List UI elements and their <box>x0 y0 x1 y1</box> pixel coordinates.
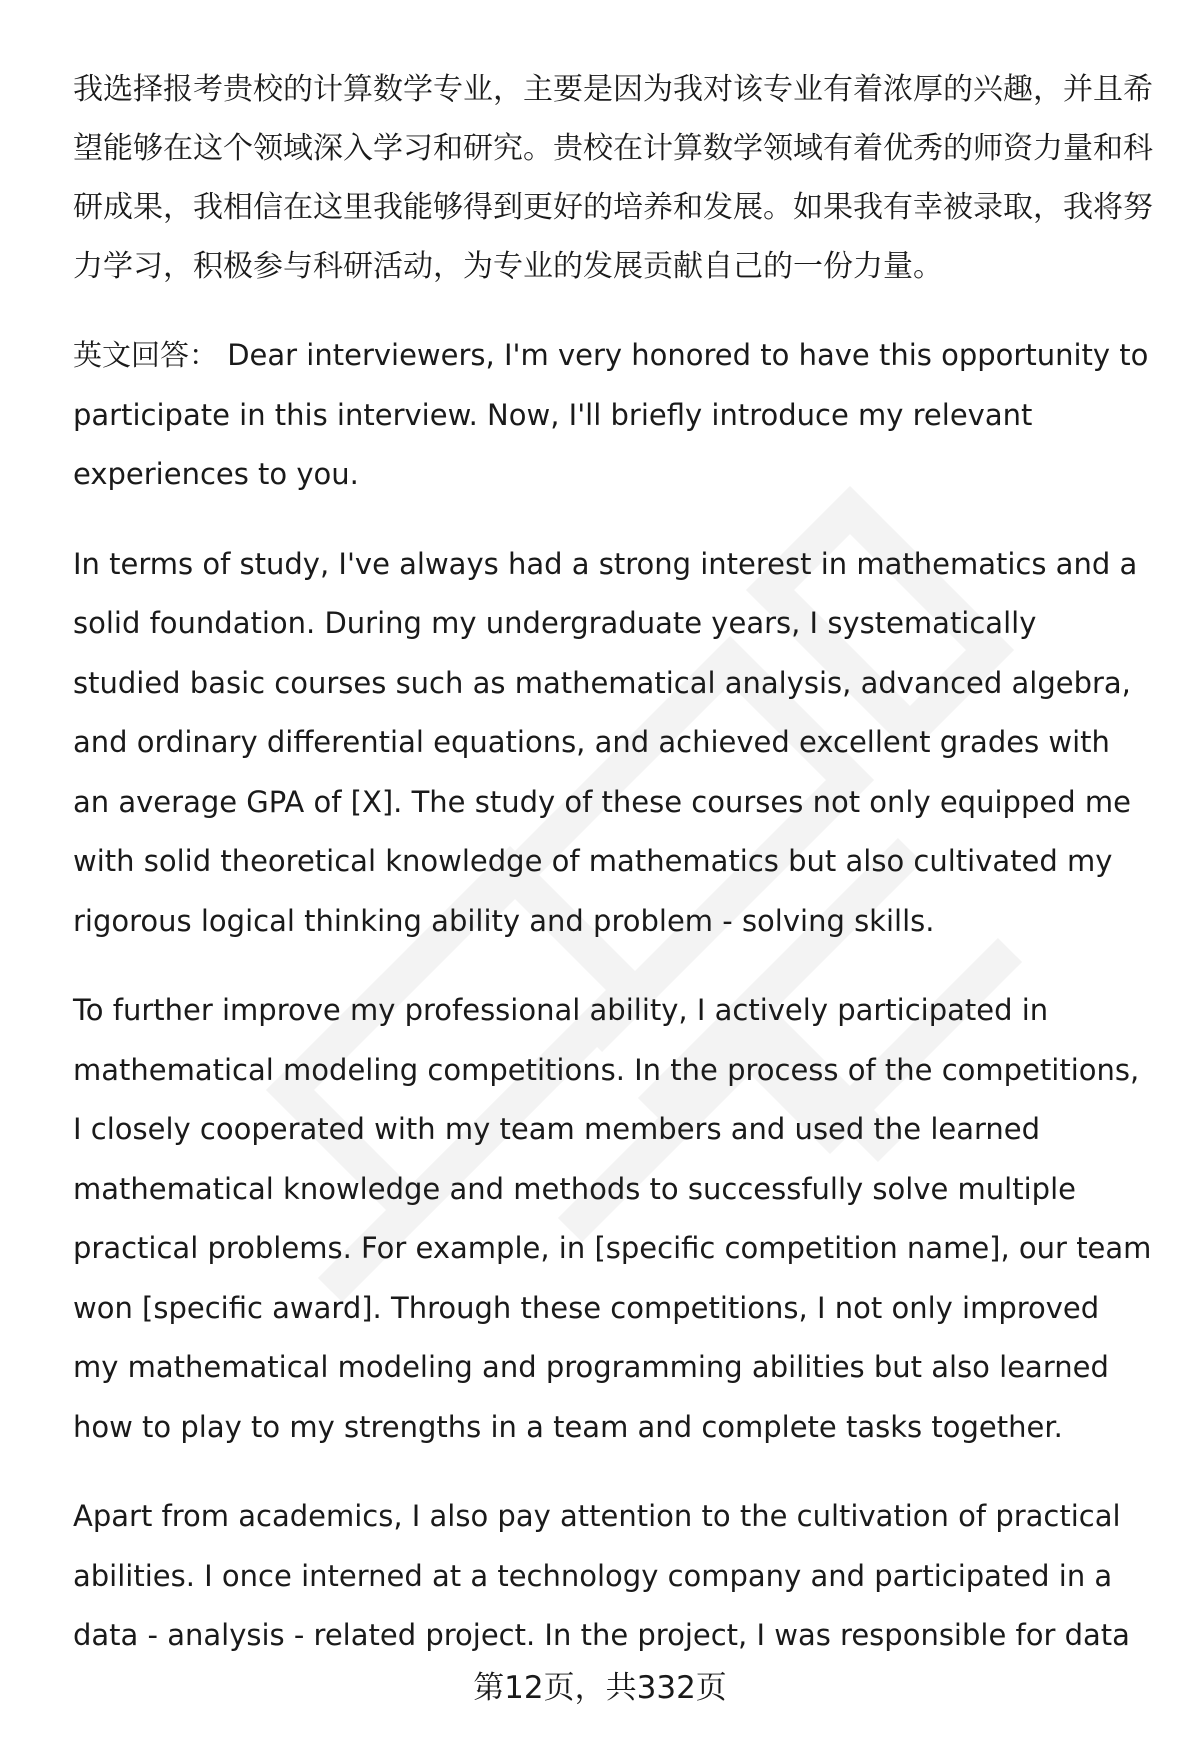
page-number-footer: 第12页，共332页 <box>473 1670 727 1706</box>
paragraph-modeling-competitions: To further improve my professional ability, I actively participated in mathematical modeling competitions. In the process of the competitions, I closely cooperated with my team members and used the learned mathematical knowledge and methods to successfully solve multiple practical problems. For example, in [specific competition name], our team won [specific award]. Through these competitions, I not only improved my mathematical modeling and programming abilities but also learned how to play to my strengths in a team and complete tasks together. <box>73 993 1152 1444</box>
paragraph-study: In terms of study, I've always had a strong interest in mathematics and a solid foundation. During my undergraduate years, I systematically studied basic courses such as mathematical analysis, advanced algebra, and ordinary differential equations, and achieved excellent grades with an average GPA of [X]. The study of these courses not only equipped me with solid theoretical knowledge of mathematics but also cultivated my rigorous logical thinking ability and problem - solving skills. <box>73 546 1138 938</box>
paragraph-chinese-answer: 我选择报考贵校的计算数学专业，主要是因为我对该专业有着浓厚的兴趣，并且希望能够在这个领域深入学习和研究。贵校在计算数学领域有着优秀的师资力量和科研成果，我相信在这里我能够得到更好的培养和发展。如果我有幸被录取，我将努力学习，积极参与科研活动，为专业的发展贡献自己的一份力量。 <box>73 72 1153 284</box>
document-body <box>73 60 1153 1696</box>
paragraph-practical-abilities: Apart from academics, I also pay attention to the cultivation of practical abilities. I once interned at a technology company and participated in a data - analysis - related project. In the project, I was responsible for data <box>73 1499 1130 1652</box>
paragraph-english-intro: 英文回答： Dear interviewers, I'm very honored to have this opportunity to participate in this interview. Now, I'll briefly introduce my relevant experiences to you. <box>73 338 1149 491</box>
